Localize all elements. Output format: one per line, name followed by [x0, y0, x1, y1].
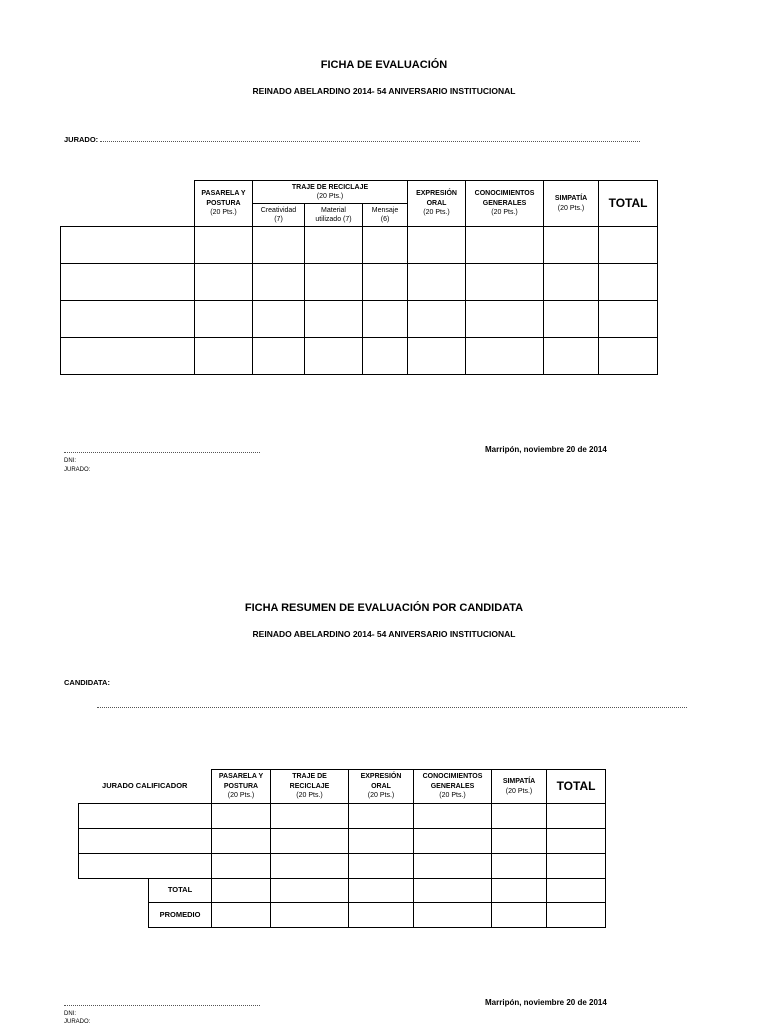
score-cell[interactable] [408, 264, 466, 301]
jurado-label: JURADO: [64, 135, 99, 144]
header-mensaje: Mensaje (6) [363, 204, 408, 227]
dni-label: DNI: [64, 458, 76, 464]
score-cell[interactable] [466, 301, 544, 338]
table-row [79, 829, 606, 854]
score-cell[interactable] [195, 227, 253, 264]
score-cell[interactable] [253, 301, 305, 338]
score-cell[interactable] [492, 879, 547, 903]
score-cell[interactable] [212, 903, 271, 928]
score-cell[interactable] [349, 829, 414, 854]
header-traje-reciclaje: TRAJE DE RECICLAJE (20 Pts.) [271, 770, 349, 804]
candidata-input-line[interactable] [97, 707, 687, 708]
header-material: Material utilizado (7) [305, 204, 363, 227]
score-cell[interactable] [305, 301, 363, 338]
total-cell[interactable] [547, 879, 606, 903]
score-cell[interactable] [349, 903, 414, 928]
score-cell[interactable] [212, 879, 271, 903]
header-simpatia: SIMPATÍA (20 Pts.) [492, 770, 547, 804]
score-cell[interactable] [492, 804, 547, 829]
signature-line[interactable] [64, 452, 260, 453]
jurado-signature-label: JURADO: [64, 467, 91, 473]
score-cell[interactable] [212, 804, 271, 829]
score-cell[interactable] [544, 338, 599, 375]
score-cell[interactable] [408, 227, 466, 264]
total-cell[interactable] [547, 829, 606, 854]
score-cell[interactable] [414, 903, 492, 928]
score-cell[interactable] [305, 338, 363, 375]
table-row [79, 804, 606, 829]
total-cell[interactable] [599, 338, 658, 375]
score-cell[interactable] [414, 804, 492, 829]
total-cell[interactable] [599, 264, 658, 301]
blank-cell [79, 903, 149, 928]
jurado-cell[interactable] [79, 829, 212, 854]
score-cell[interactable] [305, 264, 363, 301]
candidate-cell[interactable] [61, 301, 195, 338]
score-cell[interactable] [349, 854, 414, 879]
score-cell[interactable] [271, 903, 349, 928]
header-conocimientos: CONOCIMIENTOS GENERALES (20 Pts.) [466, 181, 544, 227]
candidata-label: CANDIDATA: [64, 678, 110, 687]
score-cell[interactable] [195, 264, 253, 301]
form1-subtitle: REINADO ABELARDINO 2014- 54 ANIVERSARIO INSTITUCIONAL [252, 86, 516, 96]
candidate-header-blank [61, 181, 195, 227]
form1-title: FICHA DE EVALUACIÓN [320, 59, 448, 71]
summary-table [78, 769, 606, 928]
score-cell[interactable] [492, 903, 547, 928]
total-row [79, 879, 606, 903]
score-cell[interactable] [195, 301, 253, 338]
jurado-signature-label: JURADO: [64, 1019, 91, 1025]
jurado-cell[interactable] [79, 854, 212, 879]
table-row [61, 264, 658, 301]
place-date: Marripón, noviembre 20 de 2014 [485, 998, 607, 1007]
score-cell[interactable] [271, 804, 349, 829]
score-cell[interactable] [544, 264, 599, 301]
score-cell[interactable] [271, 829, 349, 854]
table-row [61, 301, 658, 338]
score-cell[interactable] [466, 338, 544, 375]
score-cell[interactable] [363, 301, 408, 338]
header-conocimientos: CONOCIMIENTOS GENERALES (20 Pts.) [414, 770, 492, 804]
promedio-row-label: PROMEDIO [149, 903, 212, 928]
score-cell[interactable] [363, 264, 408, 301]
score-cell[interactable] [414, 829, 492, 854]
dni-label: DNI: [64, 1011, 76, 1017]
table-row [61, 338, 658, 375]
score-cell[interactable] [271, 879, 349, 903]
table-row [79, 854, 606, 879]
score-cell[interactable] [466, 227, 544, 264]
score-cell[interactable] [408, 338, 466, 375]
score-cell[interactable] [271, 854, 349, 879]
blank-cell [79, 879, 149, 903]
jurado-input-line[interactable] [100, 141, 640, 142]
score-cell[interactable] [544, 227, 599, 264]
jurado-cell[interactable] [79, 804, 212, 829]
header-expresion-oral: EXPRESIÓN ORAL (20 Pts.) [349, 770, 414, 804]
header-pasarela: PASARELA Y POSTURA (20 Pts.) [212, 770, 271, 804]
candidate-cell[interactable] [61, 227, 195, 264]
score-cell[interactable] [253, 264, 305, 301]
score-cell[interactable] [349, 804, 414, 829]
total-row-label: TOTAL [149, 879, 212, 903]
score-cell[interactable] [408, 301, 466, 338]
score-cell[interactable] [253, 338, 305, 375]
signature-line[interactable] [64, 1005, 260, 1006]
score-cell[interactable] [363, 338, 408, 375]
total-cell[interactable] [599, 227, 658, 264]
score-cell[interactable] [492, 829, 547, 854]
total-cell[interactable] [547, 854, 606, 879]
table-row [61, 227, 658, 264]
score-cell[interactable] [212, 854, 271, 879]
score-cell[interactable] [349, 879, 414, 903]
candidate-cell[interactable] [61, 264, 195, 301]
score-cell[interactable] [253, 227, 305, 264]
header-traje-reciclaje: TRAJE DE RECICLAJE (20 Pts.) [253, 181, 408, 204]
evaluation-table [60, 180, 658, 375]
header-total: TOTAL [547, 770, 606, 804]
header-pasarela: PASARELA Y POSTURA (20 Pts.) [195, 181, 253, 227]
header-expresion-oral: EXPRESIÓN ORAL (20 Pts.) [408, 181, 466, 227]
score-cell[interactable] [363, 227, 408, 264]
total-cell[interactable] [547, 903, 606, 928]
header-jurado-calificador: JURADO CALIFICADOR [79, 770, 212, 804]
candidate-cell[interactable] [61, 338, 195, 375]
form2-subtitle: REINADO ABELARDINO 2014- 54 ANIVERSARIO INSTITUCIONAL [252, 629, 516, 639]
score-cell[interactable] [466, 264, 544, 301]
form2-title: FICHA RESUMEN DE EVALUACIÓN POR CANDIDATA [244, 602, 524, 614]
header-simpatia: SIMPATÍA (20 Pts.) [544, 181, 599, 227]
score-cell[interactable] [305, 227, 363, 264]
score-cell[interactable] [544, 301, 599, 338]
score-cell[interactable] [195, 338, 253, 375]
score-cell[interactable] [212, 829, 271, 854]
promedio-row [79, 903, 606, 928]
total-cell[interactable] [599, 301, 658, 338]
header-total: TOTAL [599, 181, 658, 227]
total-cell[interactable] [547, 804, 606, 829]
score-cell[interactable] [414, 854, 492, 879]
header-creatividad: Creatividad (7) [253, 204, 305, 227]
score-cell[interactable] [414, 879, 492, 903]
place-date: Marripón, noviembre 20 de 2014 [485, 445, 607, 454]
score-cell[interactable] [492, 854, 547, 879]
